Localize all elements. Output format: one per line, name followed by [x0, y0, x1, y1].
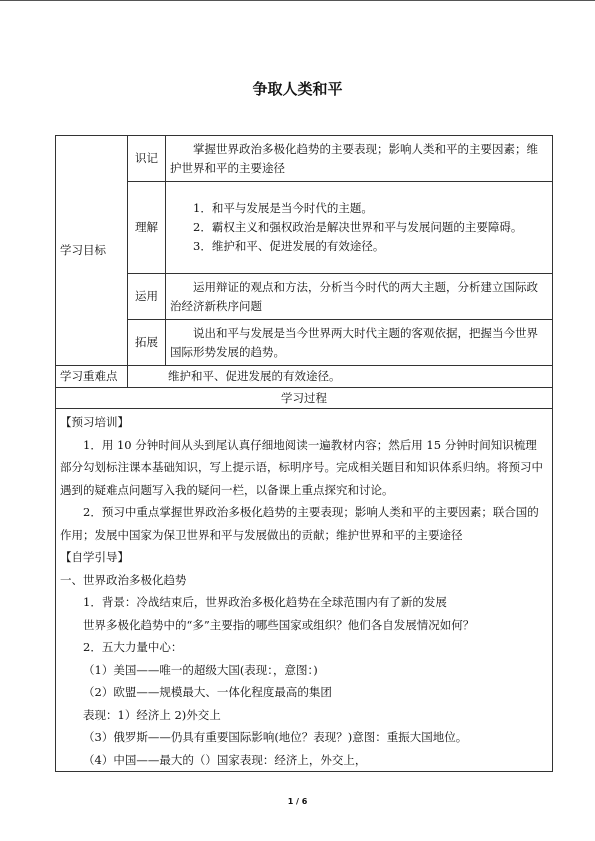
goal-text-memorize: 掌握世界政治多极化趋势的主要表现；影响人类和平的主要因素；维护世界和平的主要途径 — [170, 141, 538, 175]
guide-background: 1．背景：冷战结束后，世界政治多极化趋势在全球范围内有了新的发展 — [83, 595, 447, 609]
keypoints-label: 学习重难点 — [56, 366, 128, 388]
keypoints-row — [56, 366, 553, 388]
goal-key-extend: 拓展 — [128, 320, 166, 366]
goal-text-understand-1: 1．和平与发展是当今时代的主题。 — [193, 201, 373, 215]
center-usa: （1）美国——唯一的超级大国(表现：，意图：) — [83, 662, 318, 677]
topic-heading: 一、世界政治多极化趋势 — [60, 572, 187, 587]
section-preview-heading: 【预习培训】 — [60, 415, 129, 429]
goal-key-apply: 运用 — [128, 274, 166, 320]
goal-row-memorize — [56, 136, 553, 182]
process-header-row — [56, 388, 553, 409]
process-body-row — [56, 409, 553, 772]
page-top-rule — [0, 0, 595, 1]
goal-text-understand-2: 2．霸权主义和强权政治是解决世界和平与发展问题的主要障碍。 — [193, 220, 523, 234]
goal-row-apply — [56, 274, 553, 320]
section-guide-heading: 【自学引导】 — [60, 550, 129, 564]
process-header: 学习过程 — [56, 388, 553, 409]
preview-item-2: 2．预习中重点掌握世界政治多极化趋势的主要表现；影响人类和平的主要因素；联合国的作用；发展中国家为保卫世界和平与发展做出的贡献；维护世界和平的主要途径 — [60, 505, 539, 542]
goal-text-apply: 运用辩证的观点和方法，分析当今时代的两大主题，分析建立国际政治经济新秩序问题 — [170, 279, 538, 313]
page-number: 1 / 6 — [287, 797, 308, 806]
preview-item-1: 1．用 10 分钟时间从头到尾认真仔细地阅读一遍教材内容；然后用 15 分钟时间知识梳理部分勾划标注课本基础知识，写上提示语，标明序号。完成相关题目和知识体系归纳。将预习中遇到的疑难点问题写入我的疑问一栏，以备课上重点探究和讨论。 — [60, 437, 543, 497]
keypoints-text: 维护和平、促进发展的有效途径。 — [168, 369, 341, 383]
goals-label: 学习目标 — [56, 136, 128, 366]
goal-row-extend — [56, 320, 553, 366]
guide-question: 世界多极化趋势中的“多”主要指的哪些国家或组织？他们各自发展情况如何？ — [83, 617, 475, 632]
lesson-plan-table — [55, 135, 553, 772]
goal-text-extend: 说出和平与发展是当今世界两大时代主题的客观依据，把握当今世界国际形势发展的趋势。 — [170, 325, 538, 359]
document-title: 争取人类和平 — [252, 80, 343, 98]
goal-key-memorize: 识记 — [128, 136, 166, 182]
guide-five-centers: 2．五大力量中心： — [83, 640, 183, 654]
center-russia: （3）俄罗斯——仍具有重要国际影响(地位？表现？)意图：重振大国地位。 — [83, 730, 468, 744]
center-china: （4）中国——最大的（）国家表现：经济上，外交上， — [83, 752, 367, 767]
center-eu-detail: 表现：1）经济上 2)外交上 — [83, 707, 221, 722]
goal-row-understand — [56, 182, 553, 274]
goal-key-understand: 理解 — [128, 182, 166, 274]
center-eu: （2）欧盟——规模最大、一体化程度最高的集团 — [83, 685, 332, 699]
goal-text-understand-3: 3．维护和平、促进发展的有效途径。 — [193, 239, 385, 253]
